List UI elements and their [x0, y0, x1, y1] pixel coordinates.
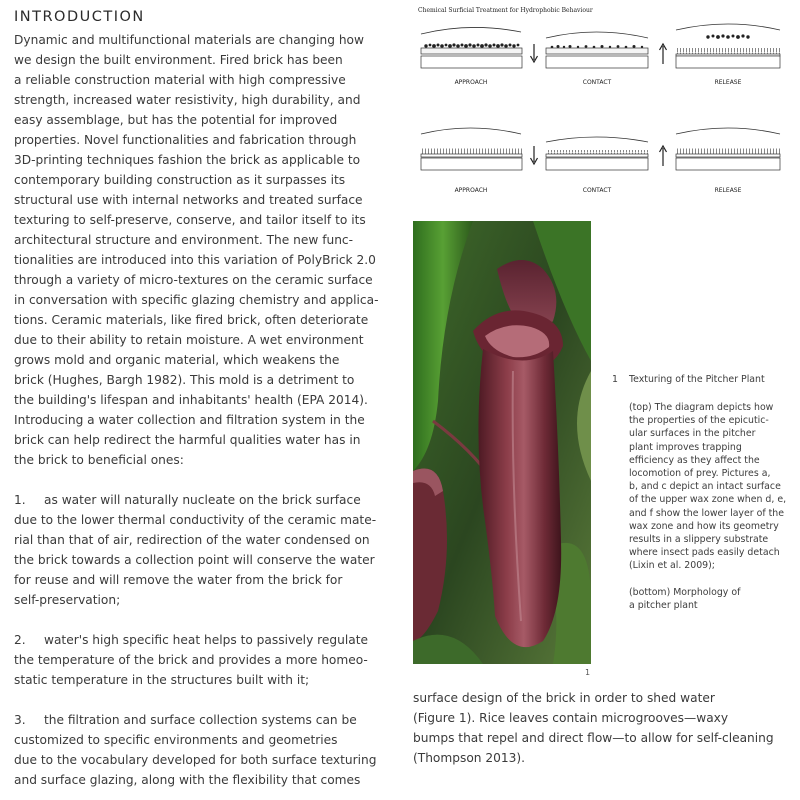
text-line: self-preservation;: [14, 593, 121, 607]
hydrophobic-diagram: [418, 4, 790, 200]
figure-caption: [612, 373, 792, 612]
arrow-up-icon: [660, 44, 667, 64]
text-line: bumps that repel and direct flow—to allow for self-cleaning: [413, 731, 774, 745]
text-line: tionalities are introduced into this variation of PolyBrick 2.0: [14, 253, 376, 267]
stage-label: RELEASE: [714, 79, 742, 86]
text-line: (Thompson 2013).: [413, 751, 526, 765]
stage-label: CONTACT: [582, 187, 612, 194]
text-line: grows mold and organic material, which weakens the: [14, 353, 340, 367]
pitcher-plant-photo: [413, 221, 591, 664]
list-number: 2.: [14, 633, 26, 647]
text-line: in conversation with specific glazing chemistry and applica-: [14, 293, 379, 307]
stage-label: APPROACH: [454, 187, 488, 194]
caption-line: (Lixin et al. 2009);: [629, 560, 715, 572]
caption-line: ular surfaces in the pitcher: [629, 428, 756, 440]
text-line: and surface glazing, along with the flexibility that comes: [14, 773, 361, 787]
diagram-title: Chemical Surficial Treatment for Hydrophobic Behaviour: [418, 7, 593, 14]
text-line: brick (Hughes, Bargh 1982). This mold is a detriment to: [14, 373, 355, 387]
caption-line: a pitcher plant: [629, 599, 698, 611]
text-line: due to their ability to retain moisture. A wet environment: [14, 333, 364, 347]
stage-label: CONTACT: [582, 79, 612, 86]
text-line: architectural structure and environment. The new func-: [14, 233, 354, 247]
arrow-down-icon: [531, 44, 538, 62]
text-line: static temperature in the structures built with it;: [14, 673, 310, 687]
particles: [706, 34, 749, 39]
figure-title: Texturing of the Pitcher Plant: [629, 374, 765, 385]
caption-line: (bottom) Morphology of: [629, 586, 741, 598]
text-line: customized to specific environments and geometries: [14, 733, 338, 747]
intro-body: [14, 30, 384, 790]
caption-line: (top) The diagram depicts how: [629, 402, 774, 413]
diagram-row-2: [421, 128, 780, 194]
text-line: due to the lower thermal conductivity of the ceramic mate-: [14, 513, 377, 527]
diagram-row-1: [421, 24, 780, 86]
text-line: the brick towards a collection point will conserve the water: [14, 553, 375, 567]
text-line: the temperature of the brick and provides a more homeo-: [14, 653, 368, 667]
leaf-curve: [546, 32, 648, 38]
text-line: surface design of the brick in order to shed water: [413, 691, 715, 705]
text-line: due to the vocabulary developed for both surface texturing: [14, 753, 377, 767]
caption-line: locomotion of prey. Pictures a,: [629, 468, 771, 480]
text-line: easy assemblage, but has the potential for improved: [14, 113, 338, 127]
text-line: for reuse and will remove the water from the brick for: [14, 573, 343, 587]
caption-line: plant improves trapping: [629, 441, 742, 453]
text-line: contemporary building construction as it surpasses its: [14, 173, 346, 187]
text-line: the brick to beneficial ones:: [14, 453, 184, 467]
list-number: 1.: [14, 493, 26, 507]
caption-line: results in a slippery substrate: [629, 534, 769, 546]
caption-line: efficiency as they affect the: [629, 454, 760, 466]
text-line: we design the built environment. Fired brick has been: [14, 53, 343, 67]
figure-number: 1: [612, 374, 618, 385]
caption-line: wax zone and how its geometry: [629, 520, 779, 532]
text-line: through a variety of micro-textures on the ceramic surface: [14, 273, 373, 287]
stage-label: APPROACH: [454, 79, 488, 86]
intro-paragraph: [14, 30, 384, 470]
text-line: 3D-printing techniques fashion the brick as applicable to: [14, 153, 361, 167]
text-line: the filtration and surface collection systems can be: [44, 713, 357, 727]
text-line: water's high specific heat helps to passively regulate: [44, 633, 368, 647]
caption-line: of the upper wax zone when d, e,: [629, 494, 787, 506]
leaf-curve: [676, 24, 780, 30]
list-item: [14, 490, 384, 610]
text-line: rial than that of air, redirection of the water condensed on: [14, 533, 370, 547]
text-line: tions. Ceramic materials, like fired brick, often deteriorate: [14, 313, 369, 327]
text-line: the building's lifespan and inhabitants' health (EPA 2014).: [14, 393, 368, 407]
text-line: Dynamic and multifunctional materials are changing how: [14, 33, 364, 47]
text-line: Introducing a water collection and filtration system in the: [14, 413, 365, 427]
leaf-curve: [676, 128, 780, 134]
leaf-curve: [421, 27, 521, 34]
text-line: strength, increased water resistivity, high durability, and: [14, 93, 361, 107]
arrow-down-icon: [531, 146, 538, 164]
text-line: properties. Novel functionalities and fabrication through: [14, 133, 357, 147]
list-item: [14, 710, 384, 790]
section-heading: INTRODUCTION: [14, 9, 145, 25]
caption-line: b, and c depict an intact surface: [629, 481, 781, 493]
arrow-up-icon: [660, 146, 667, 166]
text-line: (Figure 1). Rice leaves contain microgrooves—waxy: [413, 711, 729, 725]
photo-figure-number: 1: [585, 668, 591, 677]
caption-line: the properties of the epicutic-: [629, 415, 769, 427]
text-line: a reliable construction material with high compressive: [14, 73, 346, 87]
leaf-curve: [421, 128, 521, 134]
leaf-curve: [546, 137, 648, 142]
caption-line: where insect pads easily detach: [629, 547, 780, 559]
list-number: 3.: [14, 713, 26, 727]
text-line: structural use with internal networks and treated surface: [14, 193, 363, 207]
list-item: [14, 630, 384, 690]
stage-label: RELEASE: [714, 187, 742, 194]
text-line: texturing to self-preserve, conserve, and tailor itself to its: [14, 213, 366, 227]
caption-line: and f show the lower layer of the: [629, 507, 784, 519]
text-line: brick can help redirect the harmful qualities water has in: [14, 433, 361, 447]
particles: [424, 43, 519, 47]
text-line: as water will naturally nucleate on the brick surface: [44, 493, 361, 507]
continuation-text: [413, 688, 798, 768]
